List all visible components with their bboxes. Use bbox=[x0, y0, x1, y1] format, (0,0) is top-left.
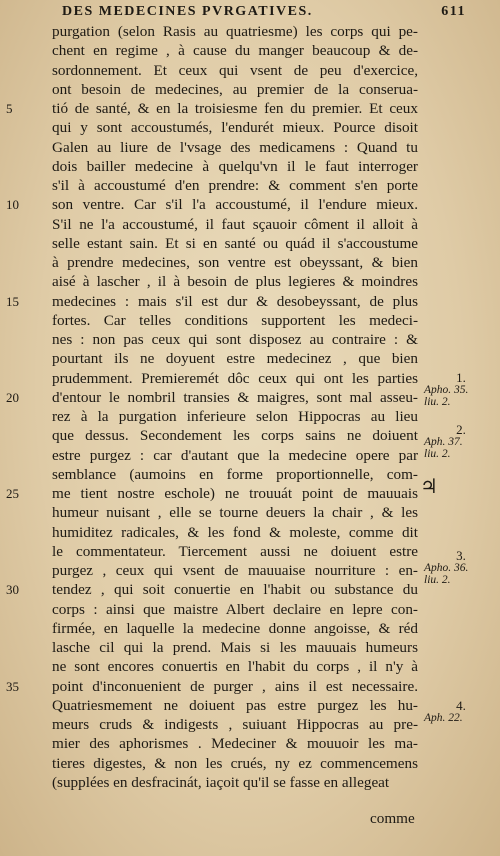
text-line bbox=[0, 677, 500, 696]
line-text: mier des aphorismes . Medeciner & mouuoir les ma- bbox=[52, 735, 418, 753]
margin-note-number: 3. bbox=[456, 548, 466, 563]
line-text: fortes. Car telles conditions supportent les medeci- bbox=[52, 311, 418, 329]
text-line bbox=[0, 61, 500, 80]
text-line bbox=[0, 80, 500, 99]
text-line bbox=[0, 118, 500, 137]
line-text: tió de santé, & en la troisiesme fen du premier. Et ceux bbox=[52, 100, 418, 117]
line-text: medecines : mais s'il est dur & desobeyssant, de plus bbox=[52, 292, 418, 310]
line-text: humiditez radicales, & les fond & moleste, comme dit bbox=[52, 523, 418, 541]
line-number: 30 bbox=[6, 582, 19, 598]
margin-note-reference: liu. 2. bbox=[424, 448, 451, 460]
line-text: d'entour le nombril transies & maigres, sont mal asseu- bbox=[52, 388, 418, 406]
line-text: lasche cil qui la prend. Mais si les mauuais humeurs bbox=[52, 639, 418, 656]
text-line bbox=[0, 523, 500, 542]
text-line bbox=[0, 657, 500, 676]
margin-note-number: 4. bbox=[456, 698, 466, 713]
line-text: qui y sont accoustumés, l'endurét mieux. Pource disoit bbox=[52, 119, 418, 137]
line-text: que dessus. Secondement les corps sains ne doiuent bbox=[52, 427, 418, 445]
text-line bbox=[0, 272, 500, 291]
line-text: aisé à lascher , il à besoin de plus legieres & moindres bbox=[52, 273, 418, 291]
line-text: corps : ainsi que maistre Albert declaire en lepre con- bbox=[52, 600, 418, 618]
text-line bbox=[0, 619, 500, 638]
text-line bbox=[0, 638, 500, 657]
page-number: 611 bbox=[441, 4, 466, 19]
line-text: Galen au liure de l'vsage des medicamens : Quand tu bbox=[52, 138, 418, 156]
text-line bbox=[0, 215, 500, 234]
margin-note-reference: Apho. 36. bbox=[424, 562, 469, 574]
line-number: 15 bbox=[6, 293, 19, 309]
text-line bbox=[0, 138, 500, 157]
text-line bbox=[0, 22, 500, 41]
line-number: 35 bbox=[6, 678, 19, 694]
catchword: comme bbox=[370, 810, 415, 827]
text-line bbox=[0, 99, 500, 118]
text-line bbox=[0, 600, 500, 619]
line-text: pourtant ils ne doyuent estre medecinez , que bien bbox=[52, 350, 418, 368]
text-line bbox=[0, 503, 500, 522]
line-text: tieres digestes, & non les crués, ny ez commencemens bbox=[52, 754, 418, 772]
line-number: 5 bbox=[6, 101, 13, 116]
line-text: prudemment. Premieremét dôc ceux qui ont les parties bbox=[52, 369, 418, 387]
margin-note-3 bbox=[424, 550, 498, 586]
margin-note-reference: liu. 2. bbox=[424, 574, 451, 586]
text-line bbox=[0, 773, 500, 792]
text-line bbox=[0, 176, 500, 195]
line-text: Quatriesmement ne doiuent pas estre purgez les hu- bbox=[52, 696, 418, 714]
line-text: S'il ne l'a accoustumé, il faut sçauoir côment il alloit à bbox=[52, 215, 418, 233]
text-line bbox=[0, 330, 500, 349]
text-line bbox=[0, 311, 500, 330]
line-text: (supplées en desfracinát, iaçoit qu'il se fasse en allegeat bbox=[52, 773, 390, 791]
line-text: nes : non pas ceux qui sont disposez au contraire : & bbox=[52, 331, 418, 348]
jupiter-symbol-icon: ♃ bbox=[420, 476, 438, 498]
margin-note-2 bbox=[424, 424, 498, 460]
text-line bbox=[0, 41, 500, 60]
line-text: ne sont encores conuertis en l'habit du corps , il n'y à bbox=[52, 658, 418, 676]
text-line bbox=[0, 253, 500, 272]
text-line bbox=[0, 157, 500, 176]
line-number: 10 bbox=[6, 197, 19, 213]
line-text: selle estant sain. Et si en santé ou quád il s'accoustume bbox=[52, 234, 418, 252]
margin-note-reference: Aph. 37. bbox=[424, 436, 463, 448]
margin-note-4 bbox=[424, 700, 498, 724]
line-text: purgez , ceux qui vsent de mauuaise nourriture : en- bbox=[52, 562, 418, 579]
text-line bbox=[0, 234, 500, 253]
text-line bbox=[0, 734, 500, 753]
margin-note-1 bbox=[424, 372, 498, 408]
line-text: ont besoin de medecines, au premier de la conserua- bbox=[52, 80, 418, 98]
line-text: son ventre. Car s'il l'a accoustumé, il l'endure mieux. bbox=[52, 196, 418, 214]
line-text: meurs cruds & indigests , suiuant Hippocras au pre- bbox=[52, 716, 418, 733]
margin-note-reference: liu. 2. bbox=[424, 396, 451, 408]
line-text: humeur nuisant , elle se tourne deuers la chair , & les bbox=[52, 504, 418, 522]
line-text: à prendre medecines, son ventre est obeyssant, & bien bbox=[52, 254, 418, 271]
margin-note-reference: Aph. 22. bbox=[424, 712, 463, 724]
running-title: DES MEDECINES PVRGATIVES. bbox=[62, 4, 313, 19]
line-text: chent en regime , à cause du manger beaucoup & de- bbox=[52, 42, 418, 60]
margin-note-reference: Apho. 35. bbox=[424, 384, 469, 396]
line-text: sordonnement. Et ceux qui vsent de peu d'exercice, bbox=[52, 61, 418, 79]
line-text: point d'inconuenient de purger , ains il est necessaire. bbox=[52, 677, 418, 695]
line-text: purgation (selon Rasis au quatriesme) les corps qui pe- bbox=[52, 23, 418, 40]
margin-note-number: 1. bbox=[456, 370, 466, 385]
text-line bbox=[0, 349, 500, 368]
line-text: s'il à accoustumé d'en prendre: & comment s'en porte bbox=[52, 177, 418, 194]
line-text: dois bailler medecine à quelqu'vn il le faut interroger bbox=[52, 157, 418, 175]
line-text: firmée, en laquelle la medecine donne angoisse, & réd bbox=[52, 619, 418, 637]
line-text: tendez , qui soit conuertie en l'habit ou substance du bbox=[52, 581, 418, 599]
line-number: 20 bbox=[6, 389, 19, 405]
text-line bbox=[0, 195, 500, 214]
margin-note-number: 2. bbox=[456, 422, 466, 437]
line-number: 25 bbox=[6, 486, 19, 501]
line-text: me tient nostre eschole) ne trouuát point de mauuais bbox=[52, 485, 418, 502]
text-line bbox=[0, 292, 500, 311]
line-text: semblance (aumoins en forme proportionnelle, com- bbox=[52, 465, 418, 483]
text-line bbox=[0, 754, 500, 773]
line-text: le commentateur. Tiercement aussi ne doiuent estre bbox=[52, 542, 418, 560]
line-text: rez à la purgation inferieure selon Hippocras au lieu bbox=[52, 408, 418, 425]
line-text: estre purgez : car d'autant que la medecine opere par bbox=[52, 446, 418, 464]
